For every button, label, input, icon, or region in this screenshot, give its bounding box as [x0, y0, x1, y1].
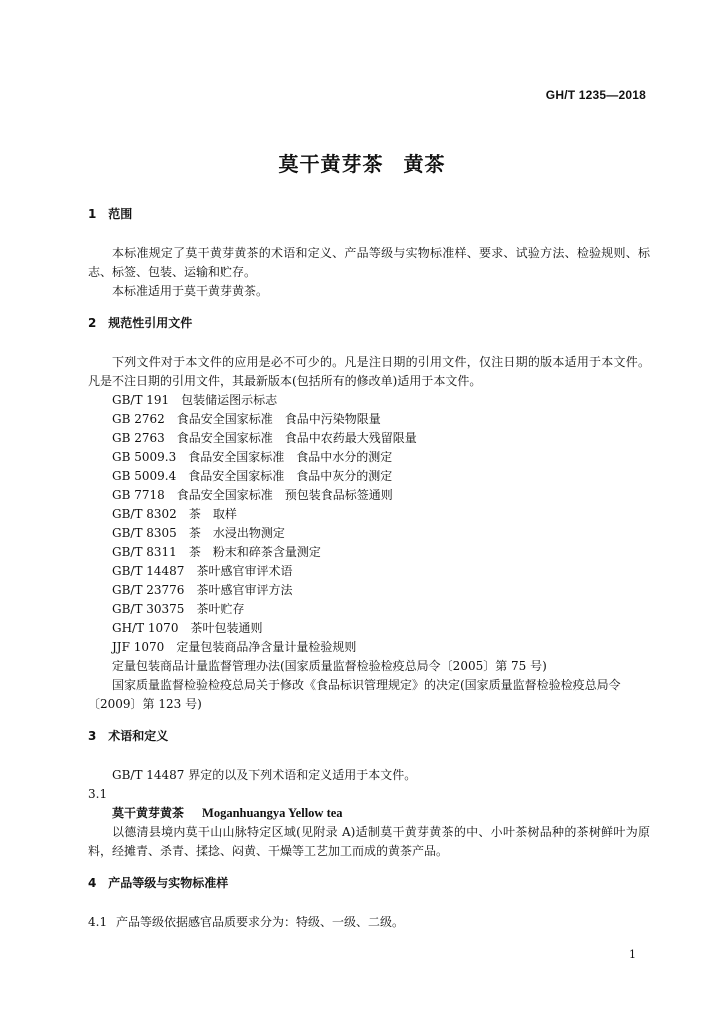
reference-item: GB 5009.4 食品安全国家标准 食品中灰分的测定	[112, 469, 393, 483]
terms-intro: GB/T 14487 界定的以及下列术语和定义适用于本文件。	[112, 768, 417, 782]
reference-item: JJF 1070 定量包装商品净含量计量检验规则	[112, 640, 357, 654]
section-title: 范围	[108, 207, 133, 221]
reference-item: GB 2762 食品安全国家标准 食品中污染物限量	[112, 412, 381, 426]
title-part-1: 莫干黄芽茶	[278, 152, 384, 176]
clause-number: 4.1	[88, 915, 108, 929]
reference-item: GH/T 1070 茶叶包装通则	[112, 621, 263, 635]
section-number: 1	[88, 207, 97, 221]
document-title	[0, 148, 724, 177]
reference-item: GB/T 8311 茶 粉末和碎茶含量测定	[112, 545, 321, 559]
section-title: 产品等级与实物标准样	[108, 876, 229, 890]
scope-applicability: 本标准适用于莫干黄芽黄茶。	[112, 284, 269, 298]
term-chinese: 莫干黄芽黄茶	[112, 806, 185, 820]
clause-text: 产品等级依据感官品质要求分为：特级、一级、二级。	[116, 915, 405, 929]
term-number: 3.1	[88, 787, 108, 801]
scope-paragraph: 本标准规定了莫干黄芽黄茶的术语和定义、产品等级与实物标准样、要求、试验方法、检验规则、标志、标签、包装、运输和贮存。	[88, 246, 650, 279]
term-english: Moganhuangya Yellow tea	[202, 806, 343, 820]
section-1-heading	[88, 205, 650, 224]
reference-item: 定量包装商品计量监督管理办法(国家质量监督检验检疫总局令〔2005〕第 75 号)	[112, 659, 547, 673]
reference-item: GB/T 30375 茶叶贮存	[112, 602, 245, 616]
section-number: 4	[88, 876, 97, 890]
reference-item-long: 国家质量监督检验检疫总局关于修改《食品标识管理规定》的决定(国家质量监督检验检疫总局令〔2009〕第 123 号)	[88, 678, 621, 711]
document-body	[88, 205, 650, 932]
standard-code: GH/T 1235—2018	[545, 88, 646, 102]
section-number: 2	[88, 316, 97, 330]
section-3-heading	[88, 727, 650, 746]
title-part-2: 黄茶	[403, 152, 446, 176]
reference-item: GB/T 14487 茶叶感官审评术语	[112, 564, 293, 578]
reference-item: GB 5009.3 食品安全国家标准 食品中水分的测定	[112, 450, 393, 464]
references-intro: 下列文件对于本文件的应用是必不可少的。凡是注日期的引用文件，仅注日期的版本适用于本文件。凡是不注日期的引用文件，其最新版本(包括所有的修改单)适用于本文件。	[88, 355, 650, 388]
section-title: 术语和定义	[108, 729, 169, 743]
reference-item: GB 2763 食品安全国家标准 食品中农药最大残留限量	[112, 431, 417, 445]
term-entry	[88, 804, 650, 823]
reference-item: GB/T 191 包装储运图示标志	[112, 393, 278, 407]
page-number: 1	[629, 948, 636, 961]
reference-item: GB 7718 食品安全国家标准 预包装食品标签通则	[112, 488, 393, 502]
section-2-heading	[88, 314, 650, 333]
reference-item: GB/T 8302 茶 取样	[112, 507, 237, 521]
section-4-heading	[88, 874, 650, 893]
section-number: 3	[88, 729, 97, 743]
term-definition: 以德清县境内莫干山山脉特定区域(见附录 A)适制莫干黄芽黄茶的中、小叶茶树品种的茶树鲜叶为原料，经摊青、杀青、揉捻、闷黄、干燥等工艺加工而成的黄茶产品。	[88, 825, 650, 858]
section-title: 规范性引用文件	[108, 316, 193, 330]
reference-item: GB/T 23776 茶叶感官审评方法	[112, 583, 293, 597]
reference-item: GB/T 8305 茶 水浸出物测定	[112, 526, 285, 540]
clause-4-1	[88, 913, 650, 932]
